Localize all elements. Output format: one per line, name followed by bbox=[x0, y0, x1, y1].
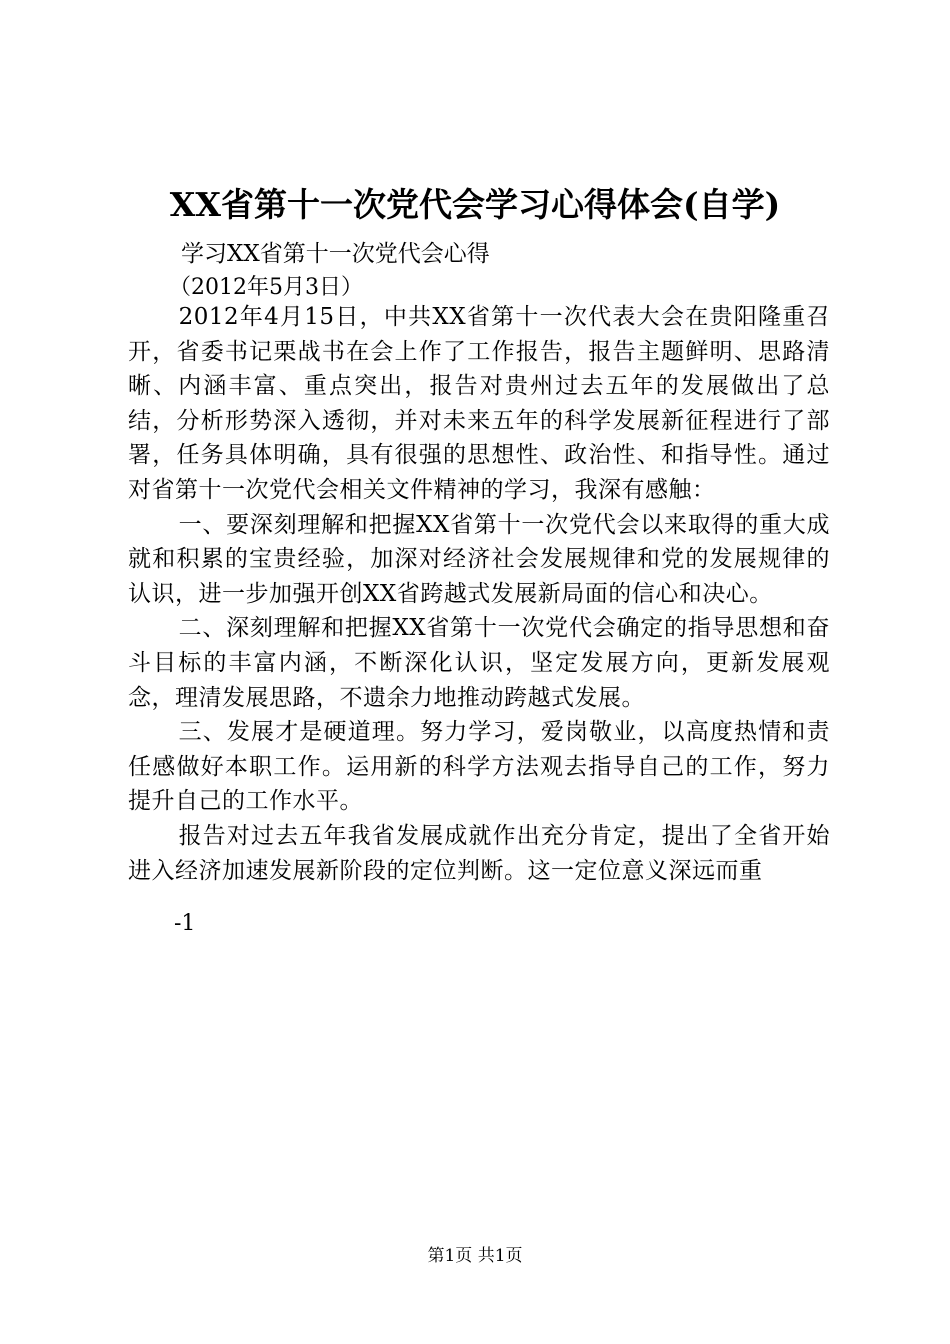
document-subtitle: 学习XX省第十一次党代会心得 bbox=[181, 241, 490, 267]
paragraph-point-three: 三、发展才是硬道理。努力学习，爱岗敬业，以高度热情和责任感做好本职工作。运用新的科学方法观去指导自己的工作，努力提升自己的工作水平。 bbox=[128, 719, 830, 815]
document-body bbox=[128, 300, 830, 888]
page-marker: -1 bbox=[174, 911, 196, 936]
paragraph-intro: 2012年4月15日，中共XX省第十一次代表大会在贵阳隆重召开，省委书记栗战书在会上作了工作报告，报告主题鲜明、思路清晰、内涵丰富、重点突出，报告对贵州过去五年的发展做出了总结，分析形势深入透彻，并对未来五年的科学发展新征程进行了部署，任务具体明确，具有很强的思想性、政治性、和指导性。通过对省第十一次党代会相关文件精神的学习，我深有感触： bbox=[128, 304, 830, 503]
paragraph-point-one: 一、要深刻理解和把握XX省第十一次党代会以来取得的重大成就和积累的宝贵经验，加深对经济社会发展规律和党的发展规律的认识，进一步加强开创XX省跨越式发展新局面的信心和决心。 bbox=[128, 511, 830, 607]
document-date: （2012年5月3日） bbox=[169, 275, 363, 300]
document-title: XX省第十一次党代会学习心得体会(自学) bbox=[169, 185, 781, 224]
paragraph-point-two: 二、深刻理解和把握XX省第十一次党代会确定的指导思想和奋斗目标的丰富内涵，不断深化认识，坚定发展方向，更新发展观念，理清发展思路，不遗余力地推动跨越式发展。 bbox=[128, 615, 830, 711]
page-footer: 第1页 共1页 bbox=[427, 1246, 523, 1266]
paragraph-report: 报告对过去五年我省发展成就作出充分肯定，提出了全省开始进入经济加速发展新阶段的定位判断。这一定位意义深远而重 bbox=[128, 822, 830, 884]
